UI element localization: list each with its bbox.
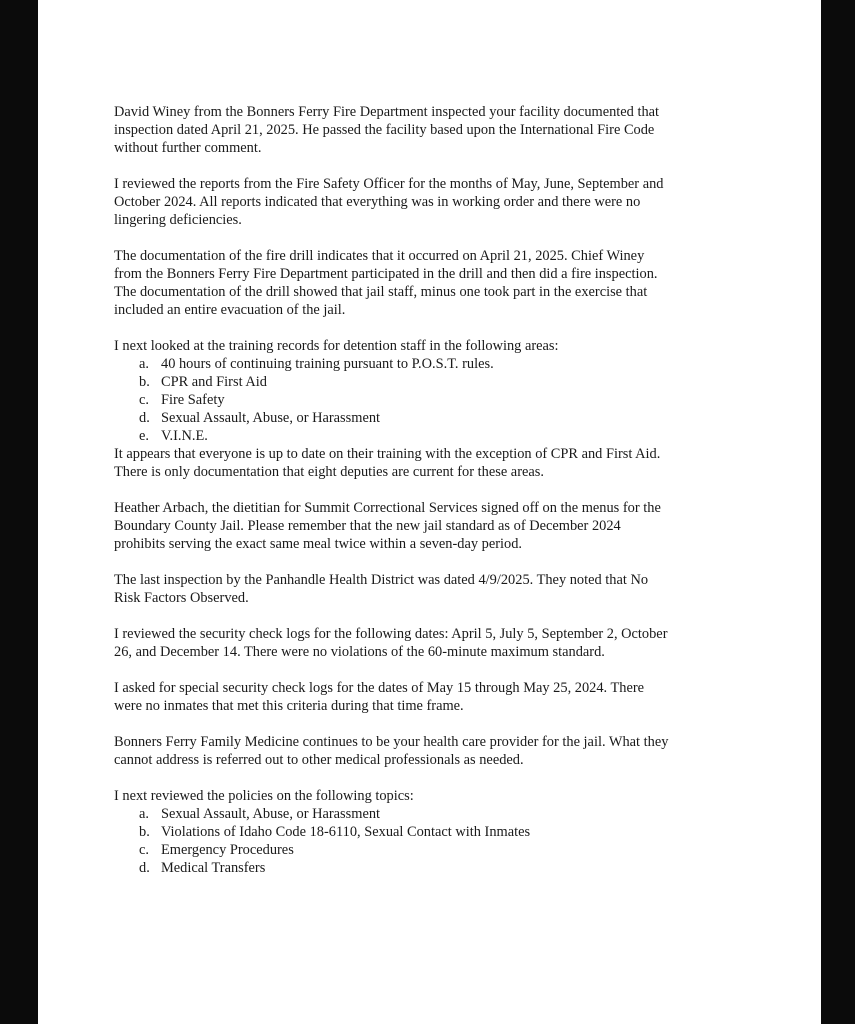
list-item [114, 427, 754, 445]
list-marker: a. [139, 356, 149, 372]
list-item [114, 859, 754, 877]
list-marker: d. [139, 410, 150, 426]
dietitian-paragraph: Heather Arbach, the dietitian for Summit Correctional Services signed off on the menus for the Boundary County Jail. Please remember that the new jail standard as of December 2024 prohibits serving the exact same meal twice within a seven-day period. [114, 500, 661, 552]
list-marker: d. [139, 860, 150, 876]
list-item-text: Sexual Assault, Abuse, or Harassment [161, 806, 381, 822]
list-item-text: 40 hours of continuing training pursuant to P.O.S.T. rules. [161, 356, 494, 372]
list-marker: c. [139, 392, 149, 408]
fire-drill-paragraph: The documentation of the fire drill indicates that it occurred on April 21, 2025. Chief Winey from the Bonners Ferry Fire Department participated in the drill and then did a fire inspection. The documentation of the drill showed that jail staff, minus one took part in the exercise that included an entire evacuation of the jail. [114, 248, 658, 318]
policies-intro: I next reviewed the policies on the following topics: [114, 788, 414, 804]
list-marker: b. [139, 824, 150, 840]
list-item [114, 355, 754, 373]
list-item [114, 841, 754, 859]
policies-section [114, 787, 754, 877]
list-item [114, 409, 754, 427]
list-item-text: V.I.N.E. [161, 428, 208, 444]
fire-safety-officer-paragraph: I reviewed the reports from the Fire Safety Officer for the months of May, June, September and October 2024. All reports indicated that everything was in working order and there were no lingering deficiencies. [114, 176, 664, 228]
list-item [114, 805, 754, 823]
list-item [114, 823, 754, 841]
policies-list [114, 805, 754, 877]
security-check-paragraph: I reviewed the security check logs for the following dates: April 5, July 5, September 2, October 26, and December 14. There were no violations of the 60-minute maximum standard. [114, 626, 668, 660]
list-item-text: Medical Transfers [161, 860, 266, 876]
list-item-text: Violations of Idaho Code 18-6110, Sexual Contact with Inmates [161, 824, 531, 840]
training-section [114, 337, 754, 481]
list-item [114, 391, 754, 409]
list-item [114, 373, 754, 391]
fire-inspection-paragraph: David Winey from the Bonners Ferry Fire Department inspected your facility documented that inspection dated April 21, 2025. He passed the facility based upon the International Fire Code without further comment. [114, 104, 660, 156]
list-marker: e. [139, 428, 149, 444]
list-marker: a. [139, 806, 149, 822]
training-list [114, 355, 754, 445]
document-page [38, 0, 821, 1024]
list-item-text: Sexual Assault, Abuse, or Harassment [161, 410, 381, 426]
training-intro: I next looked at the training records for detention staff in the following areas: [114, 338, 559, 354]
list-marker: b. [139, 374, 150, 390]
list-item-text: Emergency Procedures [161, 842, 294, 858]
list-item-text: CPR and First Aid [161, 374, 267, 390]
list-item-text: Fire Safety [161, 392, 225, 408]
list-marker: c. [139, 842, 149, 858]
special-security-paragraph: I asked for special security check logs for the dates of May 15 through May 25, 2024. There were no inmates that met this criteria during that time frame. [114, 680, 645, 714]
medical-provider-paragraph: Bonners Ferry Family Medicine continues to be your health care provider for the jail. What they cannot address is referred out to other medical professionals as needed. [114, 734, 669, 768]
health-inspection-paragraph: The last inspection by the Panhandle Health District was dated 4/9/2025. They noted that No Risk Factors Observed. [114, 572, 649, 606]
document-body [114, 103, 754, 877]
training-followup: It appears that everyone is up to date on their training with the exception of CPR and First Aid. There is only documentation that eight deputies are current for these areas. [114, 446, 661, 480]
